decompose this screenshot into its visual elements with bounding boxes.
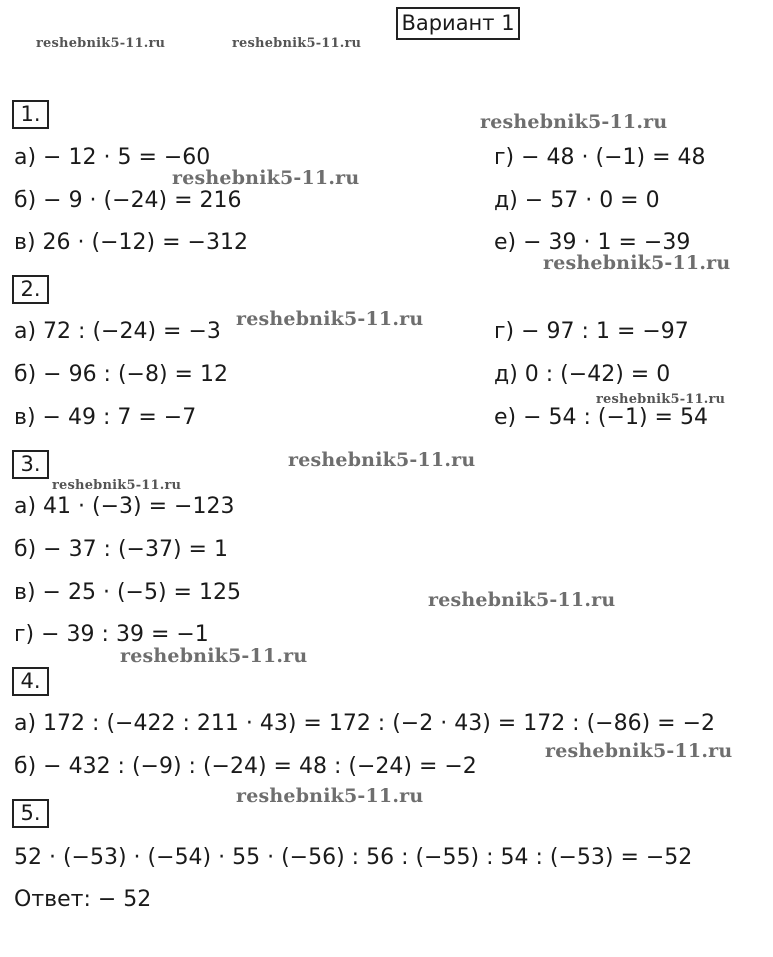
task3-item-g: г) − 39 : 39 = −1: [14, 622, 209, 647]
task5-expression: 52 · (−53) · (−54) · 55 · (−56) : 56 : (−55) : 54 : (−53) = −52: [14, 845, 693, 870]
task1-item-g: г) − 48 · (−1) = 48: [494, 145, 706, 170]
watermark: reshebnik5-11.ru: [172, 167, 360, 189]
task1-item-a: а) − 12 · 5 = −60: [14, 145, 211, 170]
task5-answer: Ответ: − 52: [14, 887, 152, 912]
task2-item-e: е) − 54 : (−1) = 54: [494, 405, 708, 430]
task2-item-a: а) 72 : (−24) = −3: [14, 319, 221, 344]
watermark: reshebnik5-11.ru: [36, 36, 166, 51]
task1-item-d: д) − 57 · 0 = 0: [494, 188, 660, 213]
task3-item-a: а) 41 · (−3) = −123: [14, 494, 235, 519]
watermark: reshebnik5-11.ru: [236, 785, 424, 807]
task1-item-v: в) 26 · (−12) = −312: [14, 230, 248, 255]
watermark: reshebnik5-11.ru: [545, 740, 733, 762]
task2-item-v: в) − 49 : 7 = −7: [14, 405, 197, 430]
watermark: reshebnik5-11.ru: [543, 252, 731, 274]
task2-item-d: д) 0 : (−42) = 0: [494, 362, 671, 387]
task5-number: 5.: [12, 799, 49, 828]
task2-item-g: г) − 97 : 1 = −97: [494, 319, 689, 344]
task3-item-v: в) − 25 · (−5) = 125: [14, 580, 241, 605]
watermark: reshebnik5-11.ru: [428, 589, 616, 611]
watermark: reshebnik5-11.ru: [120, 645, 308, 667]
watermark: reshebnik5-11.ru: [288, 449, 476, 471]
task2-item-b: б) − 96 : (−8) = 12: [14, 362, 228, 387]
task4-item-a: а) 172 : (−422 : 211 · 43) = 172 : (−2 · 43) = 172 : (−86) = −2: [14, 711, 716, 736]
watermark: reshebnik5-11.ru: [232, 36, 362, 51]
task1-number: 1.: [12, 100, 49, 129]
task3-item-b: б) − 37 : (−37) = 1: [14, 537, 228, 562]
watermark: reshebnik5-11.ru: [596, 392, 726, 407]
task3-number: 3.: [12, 450, 49, 479]
task2-number: 2.: [12, 275, 49, 304]
task1-item-b: б) − 9 · (−24) = 216: [14, 188, 242, 213]
task4-number: 4.: [12, 667, 49, 696]
watermark: reshebnik5-11.ru: [480, 111, 668, 133]
task1-item-e: е) − 39 · 1 = −39: [494, 230, 691, 255]
variant-title: Вариант 1: [396, 7, 520, 40]
watermark: reshebnik5-11.ru: [236, 308, 424, 330]
watermark: reshebnik5-11.ru: [52, 478, 182, 493]
task4-item-b: б) − 432 : (−9) : (−24) = 48 : (−24) = −2: [14, 754, 477, 779]
